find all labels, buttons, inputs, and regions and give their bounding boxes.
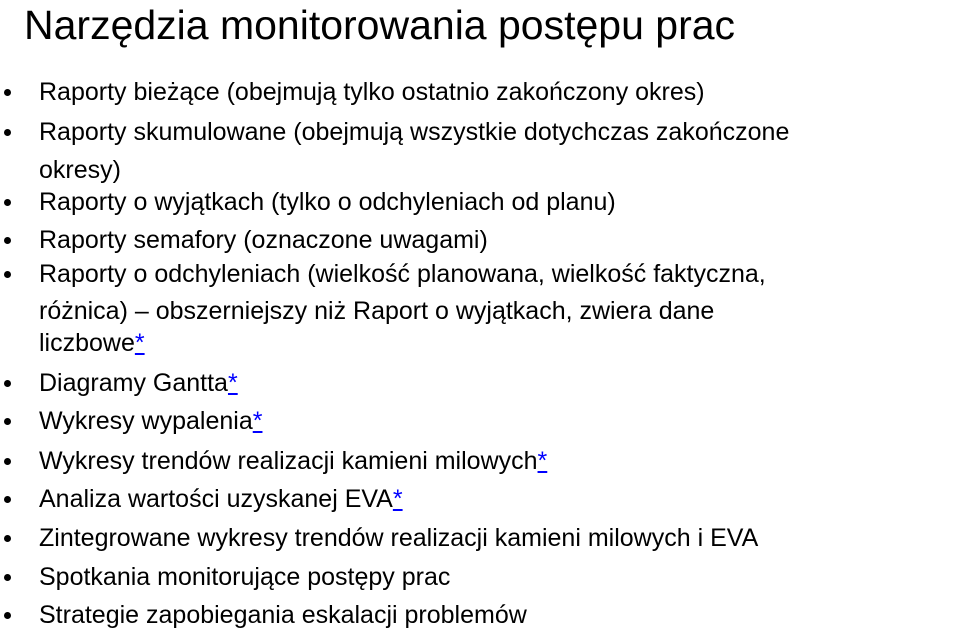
bullet-dot-icon <box>4 496 11 503</box>
bullet-dot-icon <box>4 535 11 542</box>
bullet-dot-icon <box>4 199 11 206</box>
bullet-dot-icon <box>4 458 11 465</box>
details-link[interactable]: * <box>537 447 548 475</box>
bullet-text <box>39 445 547 477</box>
bullet-text <box>39 76 705 108</box>
bullet-text <box>39 154 121 186</box>
bullet-text <box>39 258 766 290</box>
bullet-dot-icon <box>4 574 11 581</box>
details-link[interactable]: * <box>134 329 145 357</box>
details-link[interactable]: * <box>252 407 263 435</box>
bullet-text <box>39 224 488 256</box>
bullet-text <box>39 483 403 515</box>
bullet-text-line: różnica) – obszerniejszy niż Raport o wyjątkach, zwiera dane <box>39 297 715 325</box>
bullet-dot-icon <box>4 612 11 619</box>
bullet-text <box>39 327 145 359</box>
details-link[interactable]: * <box>392 485 403 513</box>
bullet-text-line: Analiza wartości uzyskanej EVA <box>39 485 393 513</box>
bullet-text-line: liczbowe <box>39 329 135 357</box>
bullet-text-line: Zintegrowane wykresy trendów realizacji kamieni milowych i EVA <box>39 524 759 552</box>
bullet-text <box>39 561 450 593</box>
bullet-text-line: Raporty o odchyleniach (wielkość planowana, wielkość faktyczna, <box>39 260 766 288</box>
bullet-text-line: Raporty skumulowane (obejmują wszystkie dotychczas zakończone <box>39 118 790 146</box>
bullet-text-line: Spotkania monitorujące postępy prac <box>39 563 451 591</box>
bullet-text <box>39 295 714 327</box>
slide-title: Narzędzia monitorowania postępu prac <box>24 2 736 48</box>
bullet-text <box>39 116 789 148</box>
details-link[interactable]: * <box>227 369 238 397</box>
bullet-dot-icon <box>4 129 11 136</box>
bullet-text-line: Raporty bieżące (obejmują tylko ostatnio zakończony okres) <box>39 78 705 106</box>
bullet-text-line: Raporty semafory (oznaczone uwagami) <box>39 226 488 254</box>
bullet-text-line: okresy) <box>39 156 121 184</box>
bullet-text-line: Diagramy Gantta <box>39 369 228 397</box>
bullet-text <box>39 599 527 631</box>
bullet-text <box>39 367 238 399</box>
bullet-dot-icon <box>4 418 11 425</box>
bullet-text <box>39 522 758 554</box>
bullet-dot-icon <box>4 271 11 278</box>
bullet-text-line: Wykresy trendów realizacji kamieni milowych <box>39 447 538 475</box>
bullet-text-line: Wykresy wypalenia <box>39 407 253 435</box>
bullet-text <box>39 405 262 437</box>
bullet-text <box>39 186 616 218</box>
bullet-text-line: Raporty o wyjątkach (tylko o odchyleniach od planu) <box>39 188 616 216</box>
bullet-dot-icon <box>4 89 11 96</box>
bullet-text-line: Strategie zapobiegania eskalacji problemów <box>39 601 527 629</box>
bullet-dot-icon <box>4 380 11 387</box>
bullet-dot-icon <box>4 237 11 244</box>
